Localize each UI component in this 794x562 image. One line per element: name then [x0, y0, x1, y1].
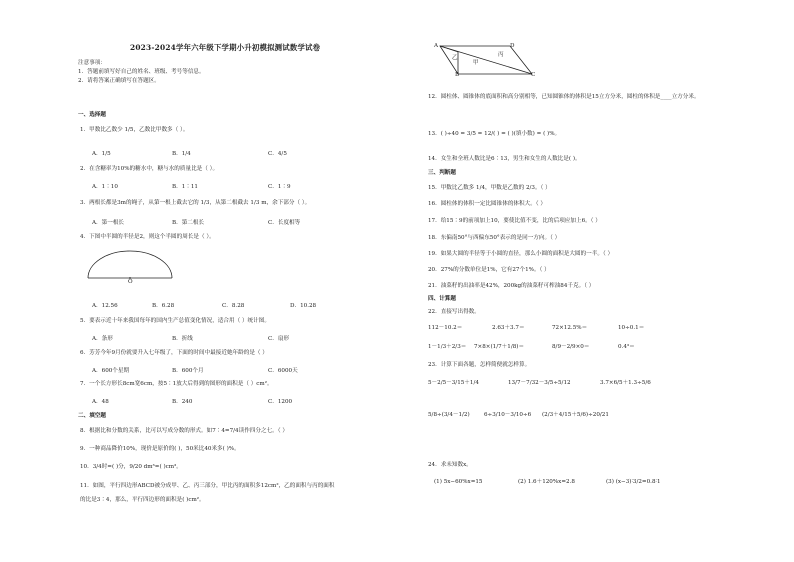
q2-option-c: C．1∶9: [268, 184, 291, 190]
q7-option-c: C．1200: [268, 399, 293, 405]
q22-item-1: 112－10.2＝: [428, 325, 463, 331]
q1-option-b: B．1/4: [172, 151, 191, 157]
question-1: 1．甲数比乙数少 1/5，乙数比甲数多（ ）。: [80, 127, 189, 133]
q7-option-b: B．240: [172, 399, 193, 405]
q22-item-2: 2.63＋3.7＝: [492, 325, 525, 331]
label-a: A: [434, 43, 439, 49]
q22-item-7: 8/9－2/9×0＝: [552, 344, 590, 350]
question-10: 10．3/4时=( )分，9/20 dm³=( )cm³。: [80, 464, 182, 470]
q3-option-a: A．第一根长: [92, 220, 125, 226]
label-yi: 乙: [452, 55, 458, 61]
question-19: 19．如果大圆的半径等于小圆的直径，那么小圆的面积是大圆的一半。（ ）: [428, 251, 614, 257]
question-16: 16．圆柱体的体积一定比圆锥体的体积大。（ ）: [428, 201, 546, 207]
question-11-line-1: 11．如图，平行四边形ABCD被分成甲、乙、丙三部分，甲比丙的面积多12cm²，乙的面积与丙的面积: [80, 483, 335, 489]
question-2: 2．在含糖率为10%的糖水中，糖与水的质量比是（ ）。: [80, 166, 219, 172]
question-18: 18．东偏南50°与西偏东50°表示的是同一方向。（ ）: [428, 235, 561, 241]
q22-item-5: 1－1/3＋2/3＝: [428, 344, 467, 350]
q1-option-c: C．4/5: [268, 151, 287, 157]
q24-item-2: (2) 1.6＋120%x=2.8: [518, 479, 575, 485]
q2-option-a: A．1∶10: [92, 184, 118, 190]
label-jia: 甲: [473, 60, 479, 66]
question-5: 5．要表示近十年来我国每年的国内生产总值变化情况，适合用（ ）统计图。: [80, 318, 270, 324]
question-14: 14．女生和全班人数比是6∶13，男生和女生的人数比是( )。: [428, 156, 581, 162]
q4-option-a: A．12.56: [92, 303, 118, 309]
q22-item-4: 10÷0.1＝: [618, 325, 645, 331]
question-21: 21．油菜籽的出油率是42%，200kg的油菜籽可榨油84千克。（ ）: [428, 283, 595, 289]
parallelogram-figure: [428, 42, 548, 80]
q6-option-c: C．6000天: [268, 368, 298, 374]
q22-item-8: 0.4³＝: [618, 344, 635, 350]
question-23: 23．计算下面各题，怎样简便就怎样算。: [428, 362, 531, 368]
question-8: 8．根据比和分数的关系，比可以写成分数的形式。如7∶4=7/4读作四分之七。（ ）: [80, 428, 288, 434]
question-12: 12．圆柱体、圆锥体的底面积和高分别相等，已知圆锥体的体积是15立方分米，圆柱的体积是____立方分米。: [428, 94, 700, 100]
question-17: 17．给15∶9的前项加上10，要使比值不变，比的后项应加上6。（ ）: [428, 218, 601, 224]
semicircle-center-label: O: [128, 279, 133, 285]
q3-option-b: B．第二根长: [172, 220, 205, 226]
question-15: 15．甲数比乙数多 1/4，甲数是乙数的 2/3。（ ）: [428, 185, 551, 191]
q6-option-a: A．600个星期: [92, 368, 130, 374]
notice-item-1: 1．答题前填写好自己的姓名、班级、考号等信息。: [78, 69, 205, 75]
label-c: C: [531, 72, 536, 78]
q2-option-b: B．1∶11: [172, 184, 198, 190]
section-fill: 二、填空题: [78, 413, 106, 419]
q23-item-1: 5－2/5－3/15＋1/4: [428, 380, 479, 386]
section-choice: 一、选择题: [78, 112, 106, 118]
question-24: 24．求未知数x。: [428, 462, 472, 468]
question-13: 13．( )÷40 = 3/5 = 12/( ) = ( )(填小数) = ( )%。: [428, 131, 561, 137]
q23-item-5: 6÷3/10－3/10÷6: [484, 412, 532, 418]
label-b: B: [455, 72, 460, 78]
q5-option-c: C．扇形: [268, 336, 290, 342]
label-bing: 丙: [498, 52, 504, 58]
q22-item-6: 7×8×(1/7＋1/8)＝: [474, 344, 525, 350]
q3-option-c: C．长度相等: [268, 220, 301, 226]
section-calc: 四、计算题: [428, 296, 456, 302]
q23-item-3: 3.7×6/5＋1.3÷5/6: [600, 380, 651, 386]
q4-option-b: B．6.28: [152, 303, 175, 309]
q24-item-1: (1) 5x−60%x=15: [434, 479, 483, 485]
q4-option-d: D．10.28: [290, 303, 317, 309]
q4-option-c: C．8.28: [222, 303, 245, 309]
question-22: 22．直接写出得数。: [428, 309, 480, 315]
notice-item-2: 2．请将答案正确填写在答题区。: [78, 78, 160, 84]
q6-option-b: B．600个月: [172, 368, 204, 374]
section-judge: 三、判断题: [428, 170, 456, 176]
notice-heading: 注意事项：: [78, 60, 106, 66]
q7-option-a: A．48: [92, 399, 109, 405]
label-d: D: [510, 43, 515, 49]
question-11-line-2: 的比是3∶4，那么，平行四边形的面积是( )cm²。: [80, 497, 205, 503]
q23-item-2: 13/7－7/32－3/5÷5/12: [508, 380, 571, 386]
q23-item-4: 5/8÷(3/4－1/2): [428, 412, 470, 418]
question-6: 6．芳芳今年9月份就要升入七年级了，下面的时间中最接近她年龄的是（ ）: [80, 350, 268, 356]
question-4: 4．下图中半圆的半径是2，则这个半圆的周长是（ ）。: [80, 234, 215, 240]
q1-option-a: A．1/5: [92, 151, 111, 157]
q24-item-3: (3) (x−3)∶3/2=0.8∶1: [606, 479, 661, 485]
question-20: 20．27%的分数单位是1%，它有27个1%。（ ）: [428, 267, 550, 273]
question-7: 7．一个长方形长8cm宽6cm，按5∶1放大后得到的图形的面积是（ ）cm²。: [80, 381, 273, 387]
page-title: 2023-2024学年六年级下学期小升初模拟测试数学试卷: [130, 43, 321, 52]
q23-item-6: (2/3＋4/15＋5/6)÷20/21: [542, 412, 609, 418]
question-3: 3．两根长都是3m的绳子，从第一根上截去它的 1/3，从第二根截去 1/3 m，余下部分（ ）。: [80, 200, 311, 206]
q5-option-b: B．折线: [172, 336, 193, 342]
q22-item-3: 72×12.5%＝: [552, 325, 588, 331]
q5-option-a: A．条形: [92, 336, 113, 342]
question-9: 9．一种商品降价10%，现价是原价的( )，50米比40米多( )%。: [80, 446, 240, 452]
